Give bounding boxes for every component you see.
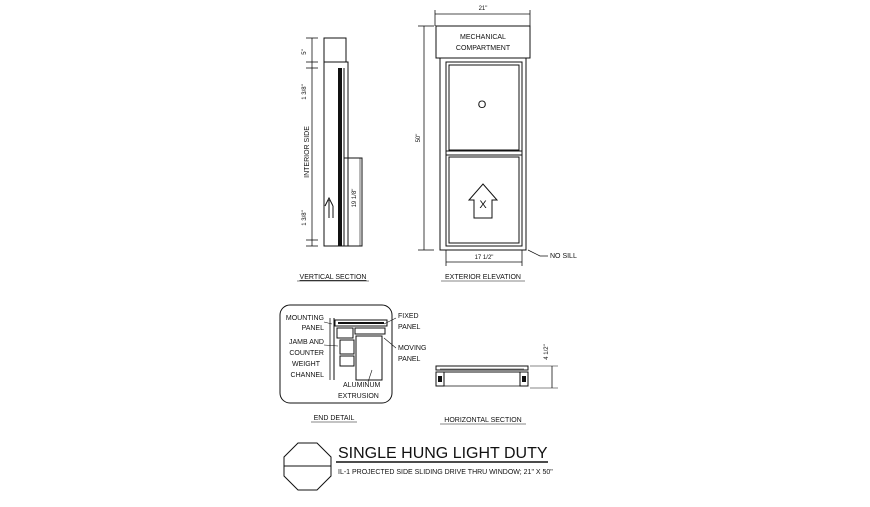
exterior-elevation: [416, 6, 577, 281]
ed-moving-1: MOVING: [398, 345, 427, 352]
ed-caption: END DETAIL: [313, 415, 355, 422]
ed-fixed-1: FIXED: [398, 313, 419, 320]
ed-jamb-3: WEIGHT: [292, 361, 320, 368]
vertical-section: [297, 38, 369, 281]
vs-dim-top: 5": [302, 49, 308, 55]
ee-lower-mark: X: [479, 199, 487, 211]
ed-jamb-1: JAMB AND: [288, 339, 324, 346]
vs-caption: VERTICAL SECTION: [299, 274, 367, 281]
ed-jamb-4: CHANNEL: [290, 372, 324, 379]
ee-upper-mark: O: [477, 99, 487, 111]
ed-mounting-1: MOUNTING: [285, 315, 324, 322]
ed-alum-1: ALUMINUM: [343, 382, 381, 389]
ed-moving-2: PANEL: [398, 356, 421, 363]
ee-dim-height: 50": [416, 133, 422, 143]
vs-side-label: INTERIOR SIDE: [304, 126, 311, 178]
ee-sill-note: NO SILL: [550, 253, 577, 260]
ee-dim-inner: 17 1/2": [474, 255, 494, 261]
ed-mounting-2: PANEL: [301, 325, 324, 332]
hs-caption: HORIZONTAL SECTION: [444, 417, 522, 424]
end-detail: [280, 305, 426, 422]
subtitle-text: IL-1 PROJECTED SIDE SLIDING DRIVE THRU WINDOW; 21" X 50": [338, 469, 553, 476]
title-block: [284, 443, 553, 490]
ee-compartment-line1: MECHANICAL: [460, 34, 506, 41]
ee-compartment-line2: COMPARTMENT: [455, 45, 511, 52]
ed-jamb-2: COUNTER: [289, 350, 324, 357]
horizontal-section: [436, 344, 558, 424]
hs-dim-depth: 4 1/2": [544, 344, 550, 360]
ee-dim-width: 21": [478, 6, 488, 12]
ed-alum-2: EXTRUSION: [338, 393, 379, 400]
ed-fixed-2: PANEL: [398, 324, 421, 331]
title-text: SINGLE HUNG LIGHT DUTY: [338, 445, 548, 462]
vs-dim-mid: 19 1/8": [352, 188, 358, 208]
vs-dim-lower: 1 3/8": [302, 210, 308, 226]
vs-dim-upper: 1 3/8": [302, 84, 308, 100]
ee-caption: EXTERIOR ELEVATION: [445, 274, 521, 281]
